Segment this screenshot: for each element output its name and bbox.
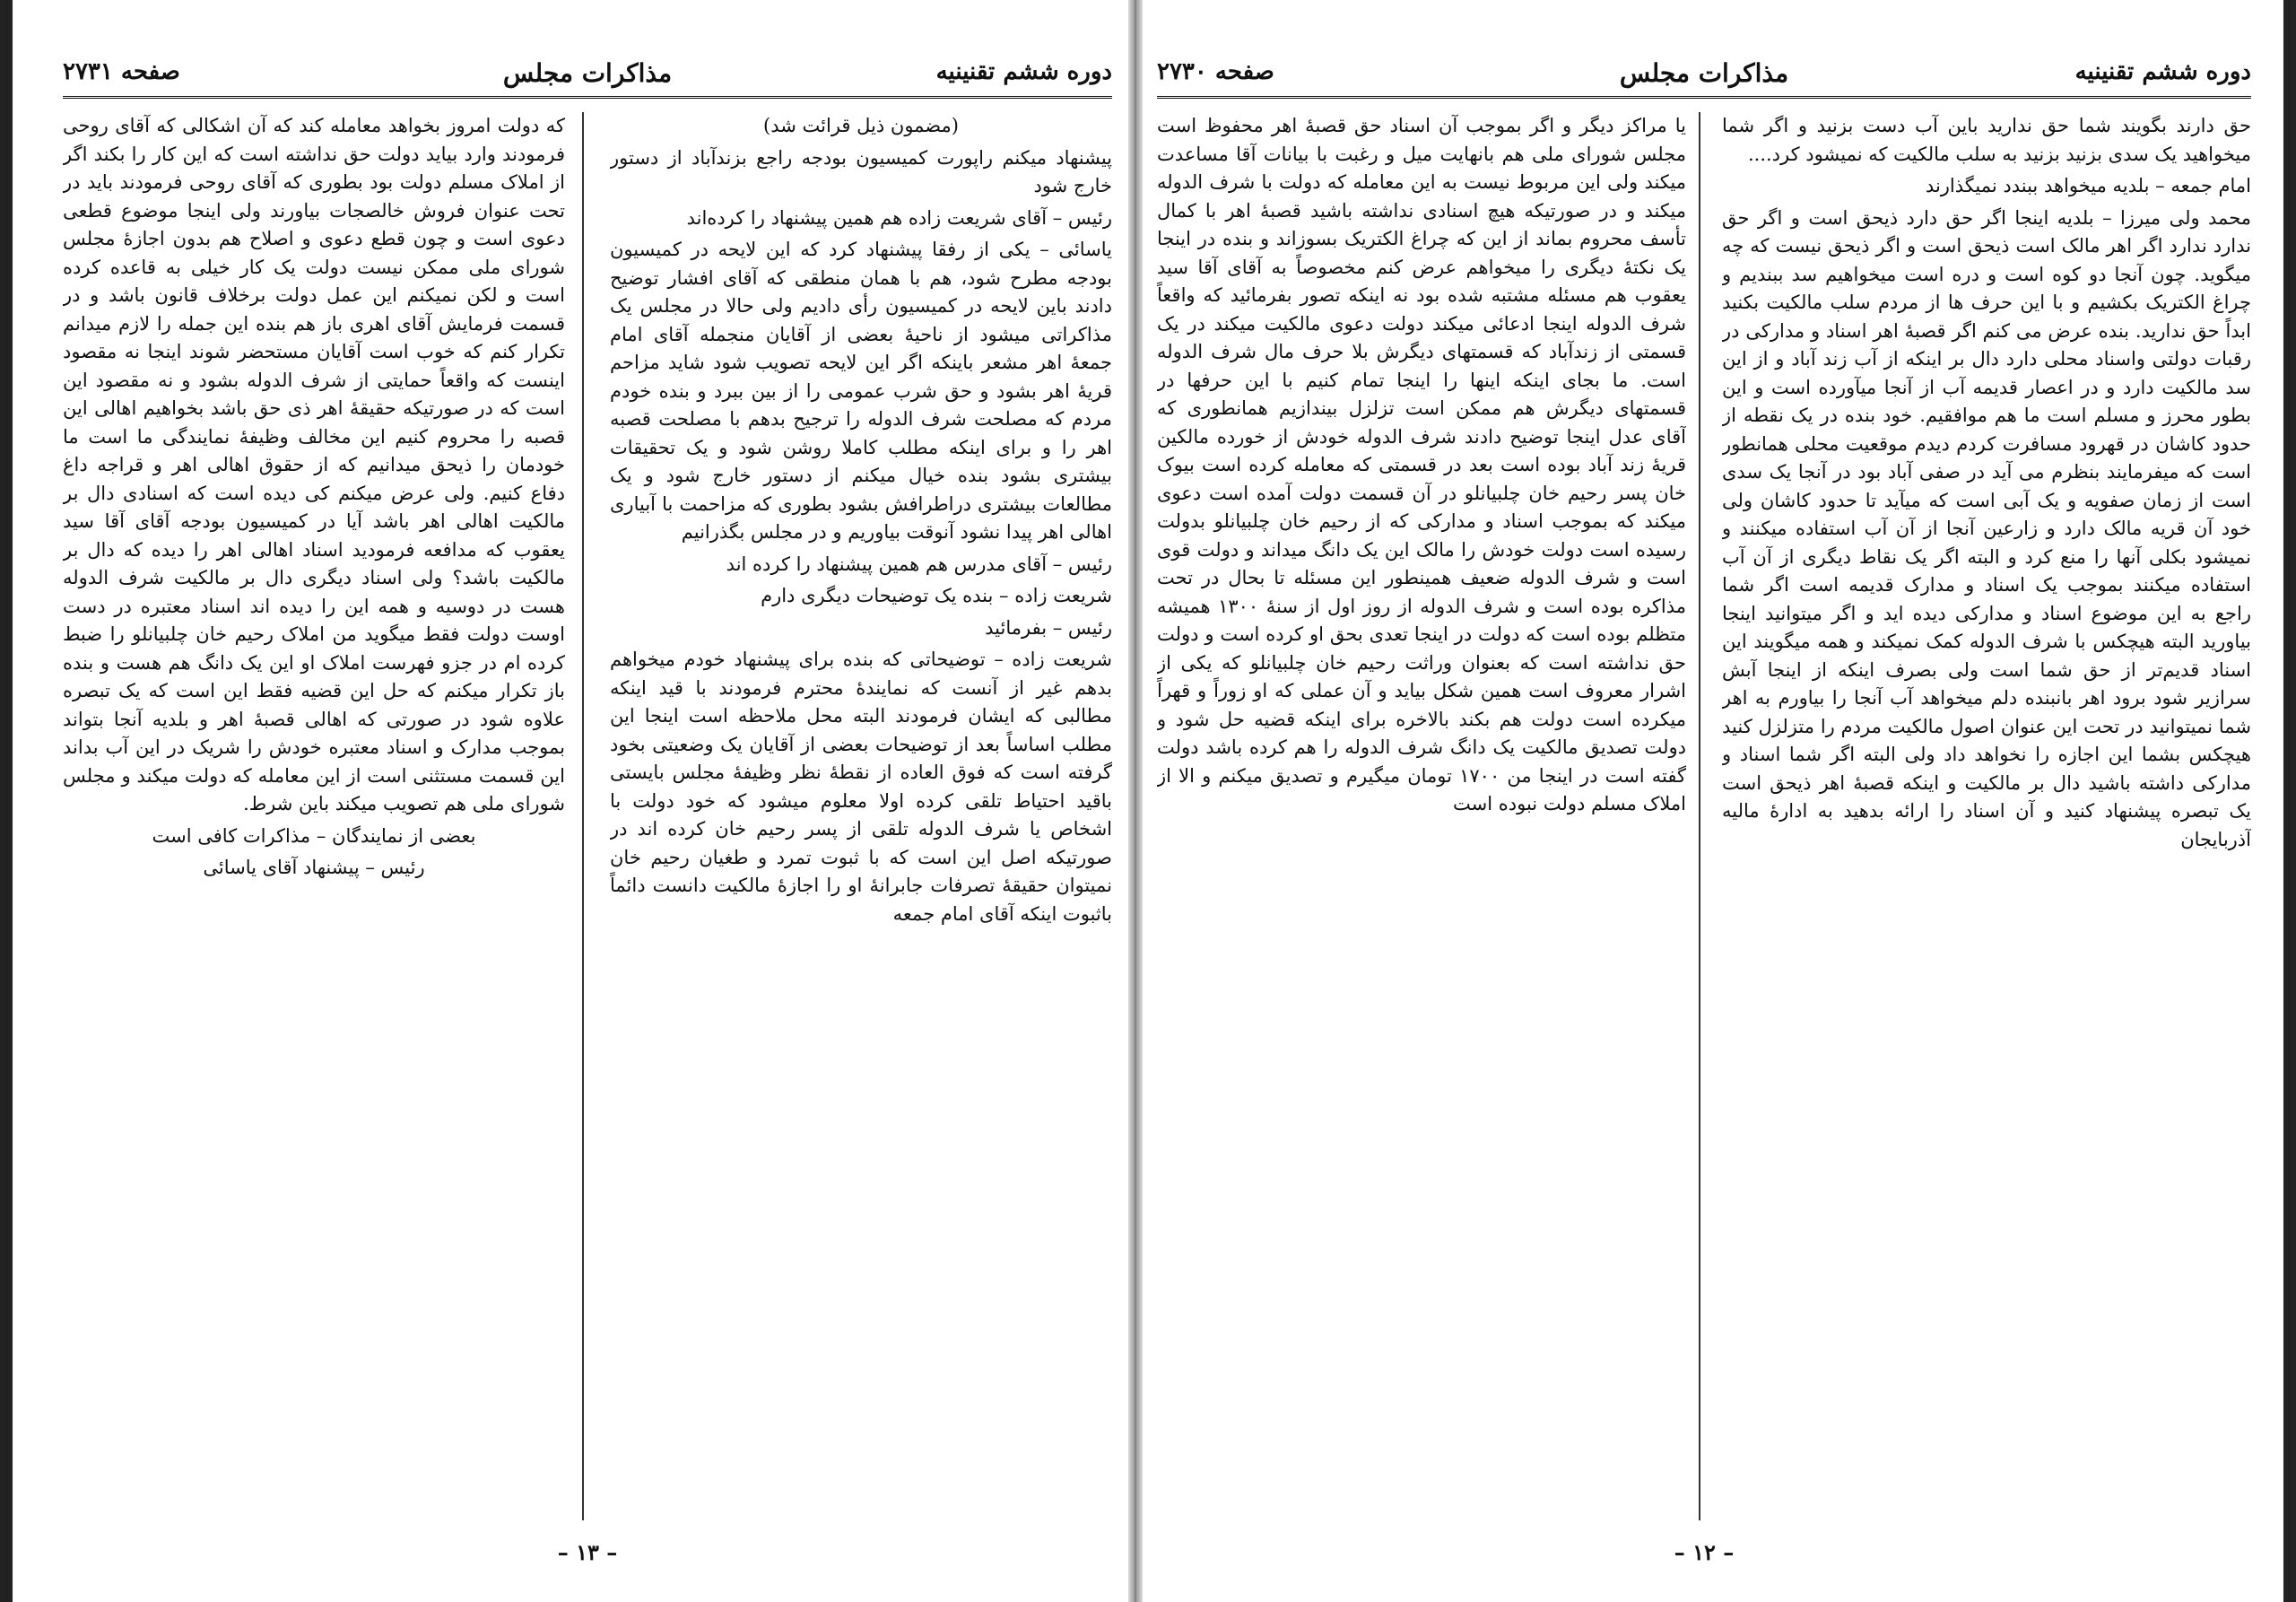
scan-edge-left — [0, 0, 13, 1602]
left-page-header — [63, 49, 1112, 99]
right-header-session: دوره ششم تقنینیه — [2074, 58, 2251, 85]
paragraph: حق دارند بگویند شما حق ندارید باین آب دست بزنید و اگر شما میخواهید یک سدی بزنید بزنید به سلب مالکیت که نمیشود کرد.... — [1722, 115, 2251, 165]
left-page-column-right — [610, 112, 1112, 1520]
scan-edge-right — [2283, 0, 2296, 1602]
paragraph: یاسائی – یکی از رفقا پیشنهاد کرد که این لایحه در کمیسیون بودجه مطرح شود، هم با همان منطقی که آقای افشار توضیح دادند باین لایحه در کمیسیون رأی دادیم ولی حالا در مجلس یک مذاکراتی میشود از ناحیهٔ بعضی از آقایان منجمله آقای امام جمعهٔ اهر مشعر باینکه اگر این لایحه تصویب شود شاید مزاحم قریهٔ اهر بشود و حق شرب عمومی را از بین ببرد و بنده خودم مردم که مصلحت شرف الدوله را ترجیح بدهم با مصلحت قصبه اهر را و برای اینکه مطلب کاملا روشن شود و یک تحقیقات بیشتری بشود بنده خیال میکنم از دستور خارج شود و یک مطالعات بیشتری دراطرافش بشود بطوری که مزاحمت با آبیاری اهالی اهر پیدا نشود آنوقت بیاوریم و در مجلس بگذرانیم — [610, 239, 1112, 543]
left-page-columns — [63, 112, 1112, 1520]
left-header-title: مذاکرات مجلس — [502, 58, 673, 88]
paragraph: محمد ولی میرزا – بلدیه اینجا اگر حق دارد ذیحق است و اگر حق ندارد ندارد اگر اهر مالک است ذیحق است و اگر ذیحق نیست که چه میگوید. چون آنجا دو کوه است و دره است میخواهیم سد ببندیم و چراغ الکتریک بکشیم و با این حرف ها از مردم سلب مالکیت بکنید ابداً حق ندارید. بنده عرض می کنم اگر قصبهٔ اهر اسناد و مدارکی در رقبات دولتی واسناد محلی دارد دال بر اینکه از آب زند آباد و از این سد مالکیت دارد و در اعصار قدیمه آب از آنجا میآورده است و این بطور محرز و مسلم است ما هم موافقیم. خود بنده در یک نقطه از حدود کاشان در قهرود مسافرت کردم دیدم موقعیت محلی همانطور است که میفرمایند بنظرم می آید در صفی آباد بود در آنجا یک سدی است از زمان صفویه و یک آبی است که میآید تا حدود کاشان ولی خود آن قریه مالک دارد و زارعین آنجا از آن آب استفاده میکنند و نمیشود بکلی آنها را منع کرد و البته اگر یک نقاط دیگری از آن آب استفاده میکنند بموجب یک اسناد و مدارک قدیمه است اگر شما راجع به این موضوع اسناد و مدارکی دیده اید و اگر میتوانید اینجا بیاورید البته هیچکس با شرف الدوله کمک نمیکند و همه میگویند این اسناد قدیم‌تر از حق شما است ولی بصرف اینکه از اینجا آبش سرازیر شود برود اهر بانبنده دلم میخواهد آب آنجا را بیاورم به اهر شما نمیتوانید در تحت این عنوان اصول مالکیت مردم را متزلزل کنید هیچکس بشما این اجازه را نخواهد داد ولی البته اگر شما اسناد و مدارکی داشته باشید دال بر مالکیت و اینکه قصبهٔ اهر ذیحق است یک تبصره پیشنهاد کنید و آن اسناد را ارائه بدهید به ادارهٔ مالیه آذربایجان — [1722, 206, 2251, 850]
paragraph: شریعت زاده – توضیحاتی که بنده برای پیشنهاد خودم میخواهم بدهم غیر از آنست که نمایندهٔ محترم فرمودند با قید اینکه مطالبی که ایشان فرمودند البته محل ملاحظه است اینجا این مطلب اساساً بعد از توضیحات بعضی از آقایان یک وضعیتی بخود گرفته است که فوق العاده از نقطهٔ نظر وظیفهٔ مجلس بایستی باقید احتیاط تلقی کرده اولا معلوم میشود که خود دولت با اشخاص یا شرف الدوله تلقی از پسر رحیم خان کرده اند در صورتیکه اصل این است که با ثبوت تمرد و طغیان رحیم خان نمیتوان حقیقهٔ تصرفات جابرانهٔ او را اجازهٔ مالکیت دانست دائماً باثبوت اینکه آقای امام جمعه — [610, 649, 1112, 925]
paragraph: یا مراکز دیگر و اگر بموجب آن اسناد حق قصبهٔ اهر محفوظ است مجلس شورای ملی هم بانهایت میل و رغبت با بیانات آقا مساعدت میکند ولی این مربوط نیست به این معامله که دولت با شرف الدوله میکند و در صورتیکه هیچ اسنادی نداشته باشید قصبهٔ اهر با کمال تأسف محروم بماند از این که چراغ الکتریک بسوزاند و بنده در اینجا یک نکتهٔ دیگری را میخواهم عرض کنم مخصوصاً به آقای آقا سید یعقوب هم مسئله مشتبه شده بود نه اینکه تصور بفرمائید که واقعاً شرف الدوله اینجا ادعائی میکند دولت دعوی مالکیت میکند در یک قسمتی از زندآباد که قسمتهای دیگرش بلا حرف مال شرف الدوله است. ما بجای اینکه اینها را اینجا تمام کنیم با این حرفها در قسمتهای دیگرش هم ممکن است تزلزل بیندازیم همانطوری که آقای عدل اینجا توضیح دادند شرف الدوله خودش از خورده مالکین قریهٔ زند آباد بوده است بعد در قسمتی که معامله کرده است بیوک خان پسر رحیم خان چلبیانلو در آن قسمت دولت آمده است دعوی میکند که بموجب اسناد و مدارکی که از رحیم خان چلبیانلو بدولت رسیده است دولت خودش را مالک این یک دانگ میداند و دولت قوی است و شرف الدوله ضعیف همینطور این مسئله تا بحال در تحت مذاکره بوده است و شرف الدوله از روز اول از سنهٔ ۱۳۰۰ همیشه متظلم بوده است که دولت در اینجا تعدی بحق او کرده است و دولت حق نداشته است که بعنوان وراثت رحیم خان چلبیانلو که یکی از اشرار معروف است همین شکل بیاید و آن عملی که او زوراً و قهراً میکرده است دولت هم بکند بالاخره برای اینکه قضیه حل شود و دولت تصدیق مالکیت یک دانگ شرف الدوله را هم کرده باشد دولت گفته است در اینجا من ۱۷۰۰ تومان میگیرم و تصدیق میکنم و الا از املاک مسلم دولت نبوده است — [1157, 115, 1686, 814]
right-header-title: مذاکرات مجلس — [1619, 58, 1789, 88]
right-page — [1157, 49, 2251, 1574]
column-divider — [1699, 112, 1700, 1520]
left-page-number: – ۱۳ – — [557, 1539, 618, 1565]
left-header-page: صفحه ۲۷۳۱ — [63, 58, 180, 85]
left-page-column-left — [63, 112, 565, 1520]
paragraph: امام جمعه – بلدیه میخواهد ببندد نمیگذارند — [1925, 175, 2251, 196]
right-page-column-left — [1157, 112, 1686, 1520]
left-header-session: دوره ششم تقنینیه — [935, 58, 1112, 85]
left-page — [63, 49, 1112, 1574]
book-gutter — [1128, 0, 1143, 1602]
paragraph: رئیس – آقای شریعت زاده هم همین پیشنهاد را کرده‌اند — [686, 206, 1112, 229]
right-page-columns — [1157, 112, 2251, 1520]
right-page-column-right — [1722, 112, 2251, 1520]
paragraph: رئیس – آقای مدرس هم همین پیشنهاد را کرده اند — [726, 553, 1112, 575]
right-page-number: – ۱۲ – — [1674, 1539, 1735, 1565]
paragraph: رئیس – بفرمائید — [985, 616, 1112, 639]
paragraph: شریعت زاده – بنده یک توضیحات دیگری دارم — [761, 585, 1112, 606]
right-header-page: صفحه ۲۷۳۰ — [1157, 58, 1274, 85]
paragraph: (مضمون ذیل قرائت شد) — [763, 115, 959, 136]
right-page-header — [1157, 49, 2251, 99]
paragraph: بعضی از نمایندگان – مذاکرات کافی است — [152, 824, 476, 847]
paragraph: پیشنهاد میکنم راپورت کمیسیون بودجه راجع بزندآباد از دستور خارج شود — [610, 146, 1112, 196]
column-divider — [582, 112, 584, 1520]
paragraph: که دولت امروز بخواهد معامله کند که آن اشکالی که آقای روحی فرمودند وارد بیاید دولت حق نداشته است که این کار را بکند اگر از املاک مسلم دولت بود بطوری که آقای روحی فرمودند باید در تحت عنوان فروش خالصجات بیاورند ولی اینجا موضوع قطعی دعوی است و چون قطع دعوی و اصلاح هم بدون اجازهٔ مجلس شورای ملی ممکن نیست دولت یک کار خیلی به قاعده کرده است و لکن نمیکنم این عمل دولت برخلاف قانون باشد و در قسمت فرمایش آقای اهری باز هم بنده این جمله را لازم میدانم تکرار کنم که خوب است آقایان مستحضر شوند اینجا نه مقصود اینست که واقعاً حمایتی از شرف الدوله بشود و نه مقصود این است که در صورتیکه حقیقهٔ اهر ذی حق باشد بخواهیم اهالی این قصبه را محروم کنیم این مخالف وظیفهٔ نمایندگی ما است ما خودمان را ذیحق میدانیم که از حقوق اهالی اهر و قراجه داغ دفاع کنیم. ولی عرض میکنم کی دیده است که اسنادی دال بر مالکیت اهالی اهر باشد آیا در کمیسیون بودجه آقای آقا سید یعقوب که مدافعه فرمودید اسناد اهالی اهر را دیده که دال بر مالکیت باشد؟ ولی اسناد دیگری دال بر مالکیت شرف الدوله هست در دوسیه و همه این را دیده اند اسناد معتبره در دست اوست دولت فقط میگوید من املاک رحیم خان چلبیانلو را ضبط کرده ام در جزو فهرست املاک او این یک دانگ هم هست و بنده باز تکرار میکنم که حل این قضیه فقط این است که یک تبصره علاوه شود در صورتی که اهالی قصبهٔ اهر و بلدیه آنجا بتواند بموجب مدارک و اسناد معتبره خودش را شریک در این آب بداند این قسمت مستثنی است از این معامله که دولت میکند و مجلس شورای ملی هم تصویب میکند باین شرط. — [63, 115, 565, 814]
paragraph: رئیس – پیشنهاد آقای یاسائی — [203, 857, 425, 878]
